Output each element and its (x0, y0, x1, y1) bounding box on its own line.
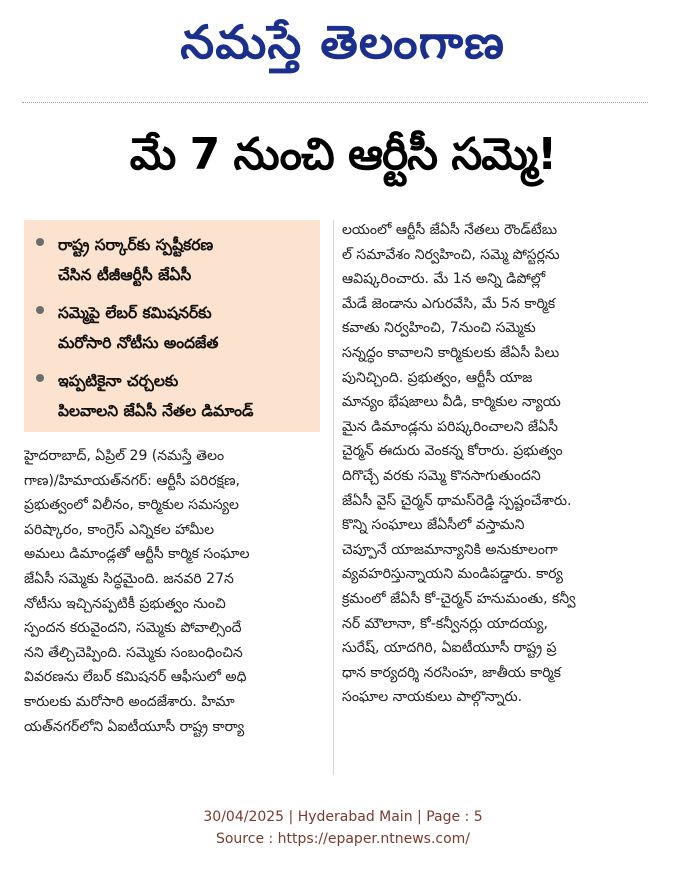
text-line: మేడే జెండాను ఎగురవేసి, మే 5న కార్మిక (342, 295, 556, 312)
text-line: మైన డిమాండ్లను పరిష్కరించాలని జేఏసీ (342, 418, 558, 435)
text-line: క్రమంలో జేఏసీ కో-చైర్మన్ హనుమంతు, కన్వీ (342, 590, 576, 607)
text-line: చైర్మన్ ఈదురు వెంకన్న కోరారు. ప్రభుత్వం (342, 443, 563, 460)
text-line: కొన్ని సంఘాలు జేఏసీలో వస్తామని (342, 517, 525, 534)
article-column-left (24, 444, 324, 739)
highlight-line: చేసిన టీజీఆర్టీసీ జేఏసీ (58, 266, 192, 284)
text-line: మాన్యం భేషజాలు వీడి, కార్మికుల న్యాయ (342, 394, 561, 411)
page-footer (0, 806, 686, 850)
text-line: దిగొచ్చే వరకు సమ్మె కొనసాగుతుందని (342, 467, 541, 484)
bullet-icon (36, 306, 44, 314)
text-line: నోటీసు ఇచ్చినప్పటికీ ప్రభుత్వం నుంచి (24, 595, 226, 612)
highlight-item (36, 366, 310, 426)
masthead (0, 0, 686, 95)
highlight-line: పిలవాలని జేఏసీ నేతల డిమాండ్ (58, 402, 254, 420)
bullet-icon (36, 238, 44, 246)
newspaper-title: నమస్తే తెలంగాణ (180, 14, 506, 69)
column-divider (333, 220, 334, 775)
text-line: వివరణను లేబర్ కమిషనర్ ఆఫీసులో అధి (24, 669, 247, 686)
highlight-line: ఇప్పటికైనా చర్చలకు (58, 372, 179, 390)
highlights-box (24, 220, 320, 432)
text-line: పరిష్కారం, కాంగ్రెస్ ఎన్నికల హామీల (24, 521, 215, 538)
text-line: అమలు డిమాండ్లతో ఆర్టీసీ కార్మిక సంఘాల (24, 546, 250, 563)
text-line: పునిచ్చింది. ప్రభుత్వం, ఆర్టీసీ యాజ (342, 369, 533, 386)
footer-source: Source : https://epaper.ntnews.com/ (215, 831, 471, 847)
text-line: సన్నద్ధం కావాలని కార్మికులకు జేఏసీ పిలు (342, 344, 560, 361)
text-line: కారులకు మరోసారి అందజేశారు. హిమా (24, 693, 235, 710)
text-line: జేఏసీ సమ్మెకు సిద్ధమైంది. జనవరి 27న (24, 570, 234, 587)
text-line: ఆవిష్కరించారు. మే 1న అన్ని డిపోల్లో (342, 271, 546, 288)
article-column-right (342, 218, 646, 710)
text-line: జేఏసీ వైస్ చైర్మన్ థామస్‌రెడ్డి స్పష్టంచేశారు. (342, 492, 572, 509)
highlight-line: మరోసారి నోటీసు అందజేత (58, 334, 219, 352)
text-line: గాణ)/హిమాయత్‌నగర్: ఆర్టీసీ పరిరక్షణ, (24, 472, 240, 489)
highlight-item (36, 298, 310, 358)
text-line: నర్ మౌలానా, కో-కన్వీనర్లు యాదయ్య, (342, 615, 548, 632)
text-line: యత్‌నగర్‌లోని ఏఐటీయూసీ రాష్ట్ర కార్యా (24, 718, 245, 735)
article-headline: మే 7 నుంచి ఆర్టీసీ సమ్మె! (129, 129, 557, 180)
text-line: ధాన కార్యదర్శి నరసింహ, జాతీయ కార్మిక (342, 664, 561, 681)
text-line: ప్రభుత్వంలో విలీనం, కార్మికుల సమస్యల (24, 497, 239, 514)
text-line: స్పందన కరువైందని, సమ్మెకు పోవాల్సిందే (24, 620, 242, 637)
masthead-divider (22, 102, 648, 103)
text-line: ల్ సమావేశం నిర్వహించి, సమ్మె పోస్టర్లను (342, 246, 560, 263)
text-line: లయంలో ఆర్టీసీ జేఏసీ నేతలు రౌండ్‌టేబు (342, 222, 558, 238)
text-line: హైదరాబాద్, ఏప్రిల్ 29 (నమస్తే తెలం (24, 448, 225, 464)
highlight-item (36, 230, 310, 290)
highlight-line: రాష్ట్ర సర్కార్‌కు స్పష్టీకరణ (58, 236, 214, 254)
text-line: సంఘాల నాయకులు పాల్గొన్నారు. (342, 689, 523, 706)
highlight-line: సమ్మెపై లేబర్ కమిషనర్‌కు (58, 304, 212, 322)
bullet-icon (36, 374, 44, 382)
text-line: వ్యవహరిస్తున్నాయని మండిపడ్డారు. కార్య (342, 566, 563, 583)
text-line: నని తేల్చిచెప్పింది. సమ్మెకు సంబంధించిన (24, 644, 243, 661)
text-line: సురేష్, యాదగిరి, ఏఐటీయూసీ రాష్ట్ర ప్ర (342, 640, 557, 657)
text-line: చెప్పూనే యాజమాన్యానికి అనుకూలంగా (342, 541, 558, 558)
text-line: కవాతు నిర్వహించి, 7నుంచి సమ్మెకు (342, 320, 536, 337)
footer-edition-info: 30/04/2025 | Hyderabad Main | Page : 5 (203, 809, 483, 825)
